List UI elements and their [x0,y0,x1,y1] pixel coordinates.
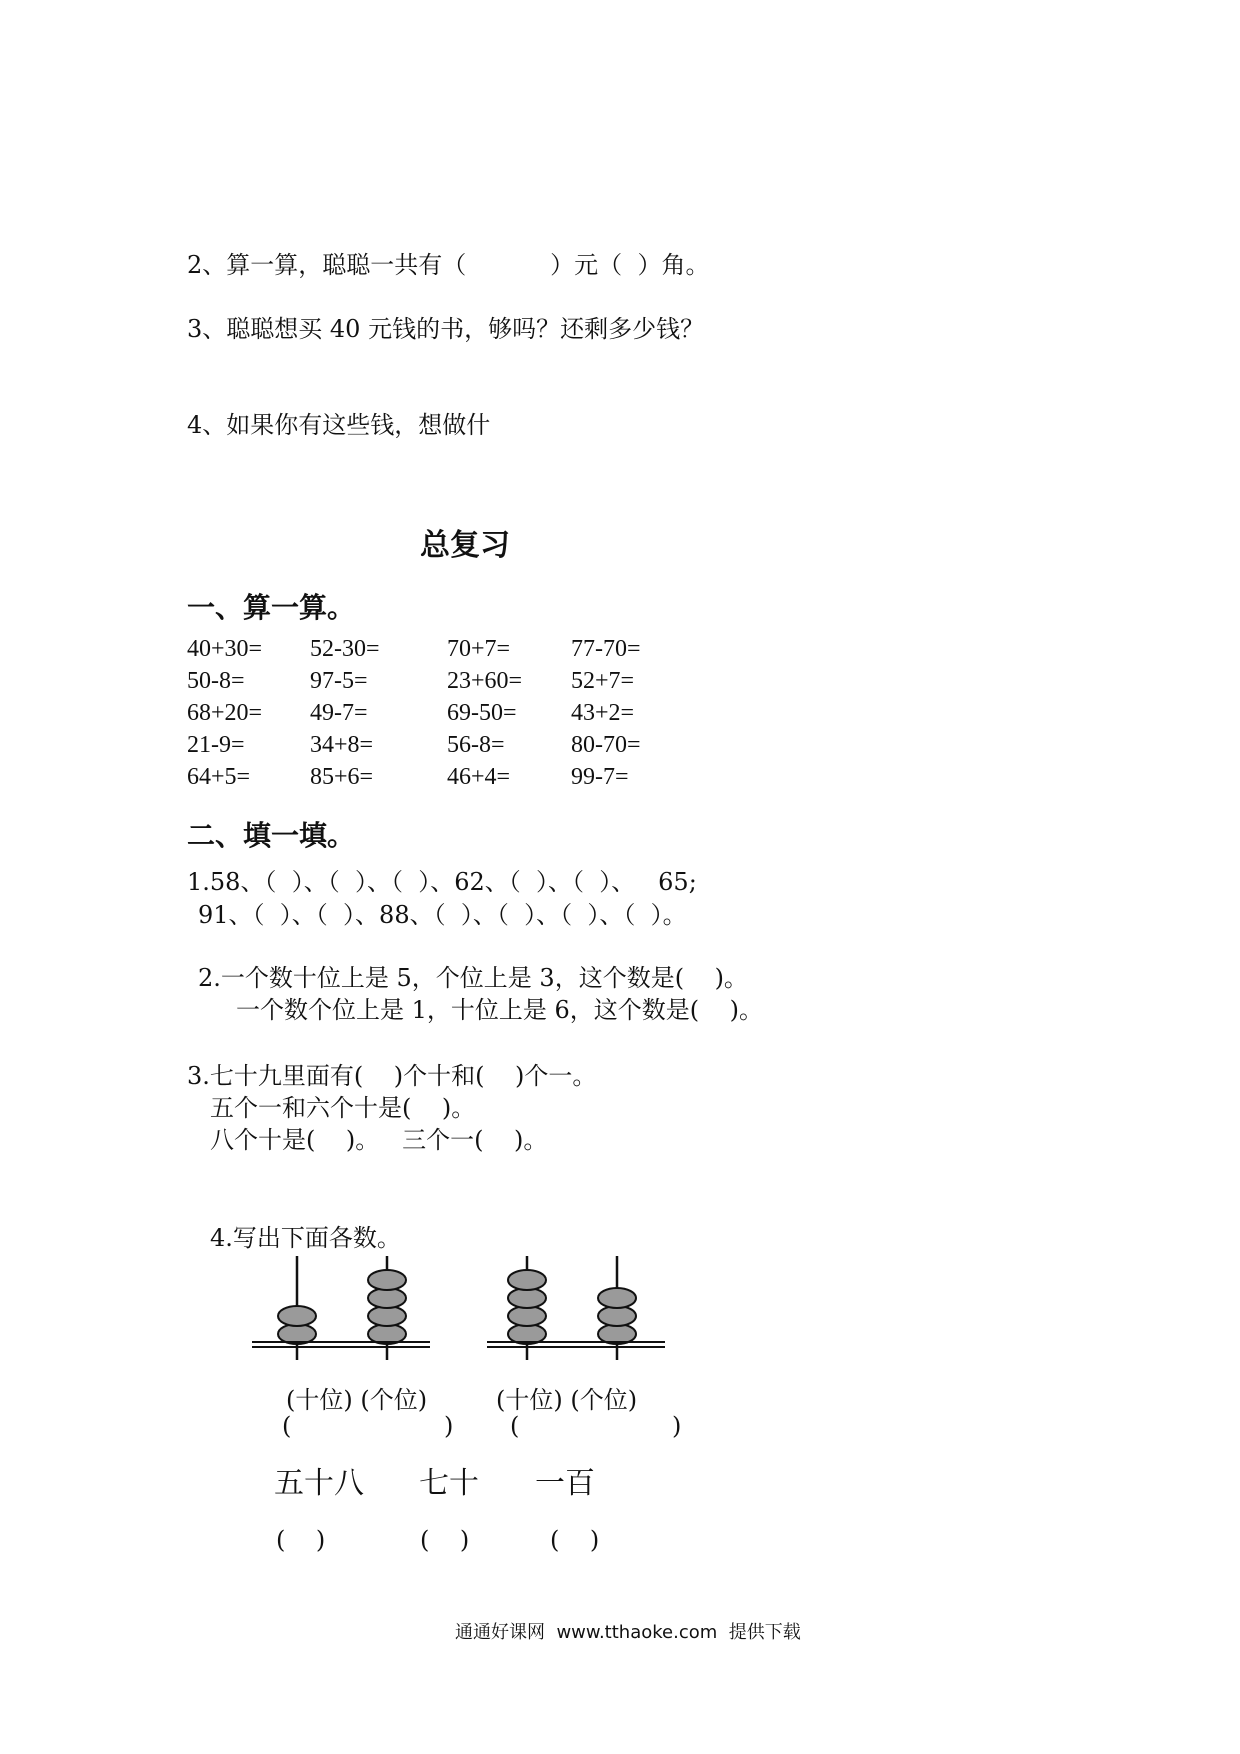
arithmetic-problem: 52+7= [571,668,635,694]
footer-credit: 通通好课网 www.tthaoke.com 提供下载 [455,1622,801,1643]
fill-q2-line1: 2.一个数十位上是 5，个位上是 3，这个数是( )。 [198,964,748,992]
page-title: 总复习 [420,528,510,563]
fill-q1-line2: 91、（ ）、（ ）、88、（ ）、（ ）、（ ）、（ ）。 [198,901,687,929]
arithmetic-problem: 21-9= [187,732,245,758]
arithmetic-problem: 85+6= [310,764,374,790]
word-58: 五十八 [274,1466,364,1501]
fill-q3-line3: 八个十是( )。 三个一( )。 [210,1126,548,1154]
question-4: 4、如果你有这些钱，想做什 [187,411,491,439]
fill-q3-line2: 五个一和六个十是( )。 [210,1094,476,1122]
arithmetic-problem: 34+8= [310,732,374,758]
arithmetic-problem: 70+7= [447,636,511,662]
arithmetic-problem: 77-70= [571,636,641,662]
abacus-1-answer-blank[interactable]: ( ) [282,1412,454,1440]
arithmetic-problem: 40+30= [187,636,263,662]
word-58-blank[interactable]: ( ) [276,1526,326,1554]
arithmetic-problem: 56-8= [447,732,505,758]
arithmetic-problem: 46+4= [447,764,511,790]
question-3: 3、聪聪想买 40 元钱的书，够吗？还剩多少钱？ [187,315,705,343]
arithmetic-problem: 80-70= [571,732,641,758]
arithmetic-problem: 50-8= [187,668,245,694]
word-100: 一百 [535,1466,595,1501]
section2-heading: 二、填一填。 [187,819,356,852]
fill-q3-line1: 3.七十九里面有( )个十和( )个一。 [187,1062,597,1090]
section1-heading: 一、算一算。 [187,591,356,624]
arithmetic-problem: 68+20= [187,700,263,726]
word-100-blank[interactable]: ( ) [550,1526,600,1554]
abacus-2-answer-blank[interactable]: ( ) [510,1412,682,1440]
arithmetic-problem: 97-5= [310,668,368,694]
arithmetic-problem: 99-7= [571,764,629,790]
abacus-1-tens-bead [278,1306,316,1326]
abacus-1-ones-bead [368,1270,406,1290]
arithmetic-problem: 52-30= [310,636,380,662]
word-70-blank[interactable]: ( ) [420,1526,470,1554]
abacus-2-label: (十位) (个位) [496,1386,638,1414]
abacus-2 [487,1256,667,1364]
arithmetic-problem: 49-7= [310,700,368,726]
abacus-2-ones-bead [598,1288,636,1308]
question-2: 2、算一算，聪聪一共有（ ）元（ ）角。 [187,251,710,279]
arithmetic-problem: 43+2= [571,700,635,726]
fill-q1-line1: 1.58、（ ）、（ ）、（ ）、62、（ ）、（ ）、 65; [187,868,697,896]
arithmetic-problem: 64+5= [187,764,251,790]
fill-q2-line2: 一个数个位上是 1，十位上是 6，这个数是( )。 [236,996,764,1024]
abacus-1-label: (十位) (个位) [286,1386,428,1414]
word-70: 七十 [419,1466,479,1501]
abacus-2-tens-bead [508,1270,546,1290]
arithmetic-problem: 69-50= [447,700,517,726]
arithmetic-problem: 23+60= [447,668,523,694]
fill-q4-title: 4.写出下面各数。 [210,1224,401,1252]
abacus-1 [252,1256,432,1364]
